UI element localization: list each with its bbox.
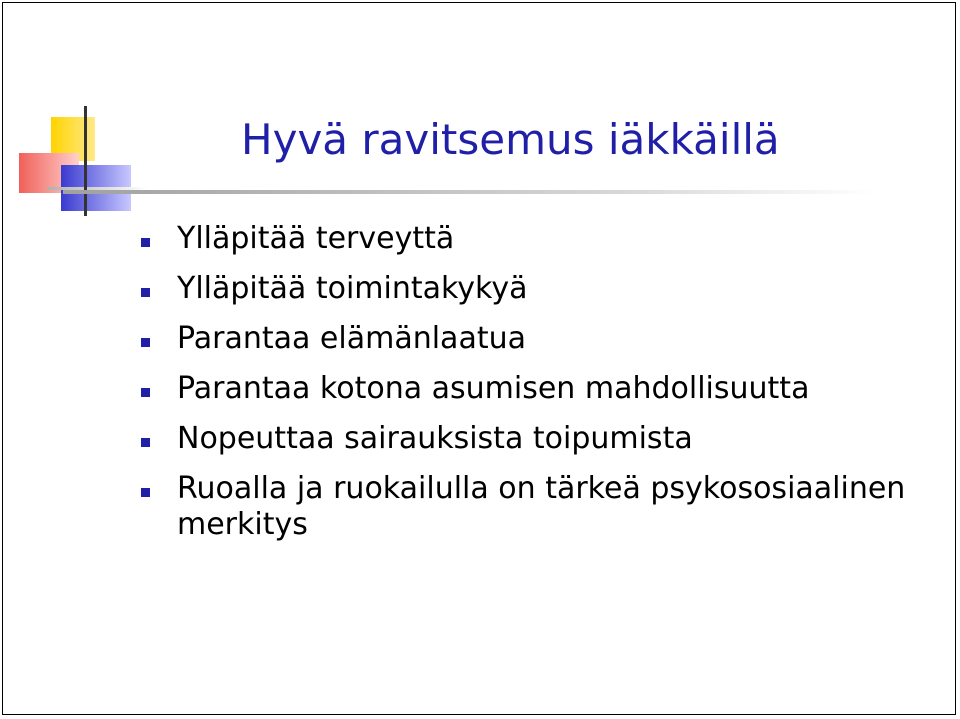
bullet-item bbox=[141, 371, 921, 407]
square-bullet-icon bbox=[141, 388, 150, 397]
square-bullet-icon bbox=[141, 238, 150, 247]
bullet-text: Nopeuttaa sairauksista toipumista bbox=[177, 421, 693, 456]
bullet-text: Parantaa kotona asumisen mahdollisuutta bbox=[177, 371, 810, 406]
bullet-item bbox=[141, 221, 921, 257]
bullet-text: Ylläpitää toimintakykyä bbox=[177, 271, 528, 306]
bullet-item bbox=[141, 421, 921, 457]
slide bbox=[2, 2, 956, 715]
bullet-item bbox=[141, 471, 921, 543]
bullet-item bbox=[141, 271, 921, 307]
bullet-text: Ruoalla ja ruokailulla on tärkeä psykososiaalinen merkitys bbox=[177, 471, 906, 542]
square-bullet-icon bbox=[141, 488, 150, 497]
square-bullet-icon bbox=[141, 438, 150, 447]
title-underline bbox=[63, 190, 873, 194]
bullet-text: Parantaa elämänlaatua bbox=[177, 321, 526, 356]
decorative-logo bbox=[3, 3, 153, 233]
slide-title: Hyvä ravitsemus iäkkäillä bbox=[241, 115, 780, 164]
bullet-item bbox=[141, 321, 921, 357]
bullet-list bbox=[141, 221, 921, 557]
square-bullet-icon bbox=[141, 338, 150, 347]
square-bullet-icon bbox=[141, 288, 150, 297]
bullet-text: Ylläpitää terveyttä bbox=[177, 221, 455, 256]
logo-vertical-line bbox=[84, 106, 87, 216]
